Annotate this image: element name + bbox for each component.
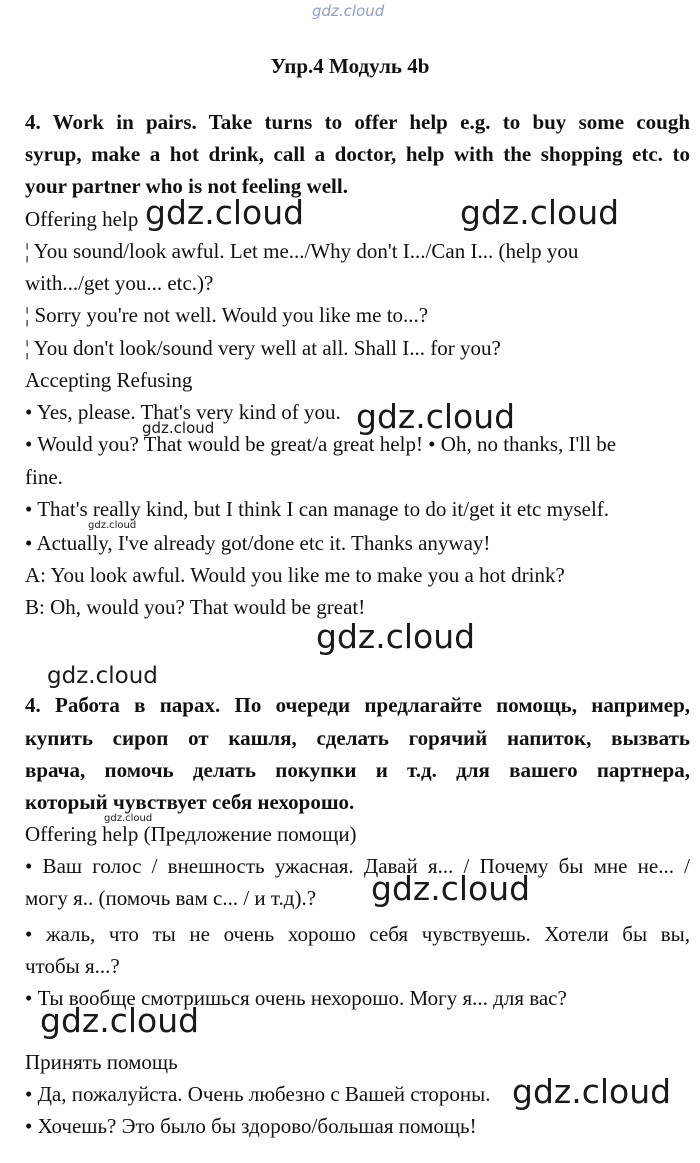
phrase-line: могу я.. (помочь вам с... / и т.д).? — [25, 886, 317, 910]
watermark: gdz.cloud — [145, 193, 305, 232]
section-heading: Offering help (Предложение помощи) — [25, 822, 357, 846]
phrase-line: • Ты вообще смотришься очень нехорошо. Могу я... для вас? — [25, 986, 567, 1010]
phrase-line: • Да, пожалуйста. Очень любезно с Вашей стороны. — [25, 1082, 491, 1106]
phrase-line: • Would you? That would be great/a great help! • Oh, no thanks, I'll be — [25, 432, 617, 456]
watermark: gdz.cloud — [104, 813, 153, 824]
watermark: gdz.cloud — [460, 193, 620, 232]
phrase-line: • That's really kind, but I think I can manage to do it/get it etc myself. — [25, 497, 610, 521]
task-line: 4. Работа в парах. По очереди предлагайте помощь, например, — [25, 693, 690, 717]
watermark: gdz.cloud — [142, 419, 215, 437]
watermark: gdz.cloud — [88, 520, 137, 531]
task-line: купить сироп от кашля, сделать горячий напиток, вызвать — [25, 726, 690, 750]
watermark: gdz.cloud — [47, 663, 158, 689]
phrase-line: • жаль, что ты не очень хорошо себя чувствуешь. Хотели бы вы, — [25, 922, 690, 946]
phrase-line: fine. — [25, 465, 63, 489]
dialog-line: A: You look awful. Would you like me to make you a hot drink? — [25, 563, 565, 587]
watermark: gdz.cloud — [512, 1072, 672, 1111]
watermark-top: gdz.cloud — [312, 2, 385, 20]
phrase-line: • Ваш голос / внешность ужасная. Давай я... / Почему бы мне не... / — [25, 854, 690, 878]
phrase-line: with.../get you... etc.)? — [25, 271, 214, 295]
phrase-line: • Yes, please. That's very kind of you. — [25, 400, 341, 424]
watermark: gdz.cloud — [40, 1001, 200, 1040]
task-line: врача, помочь делать покупки и т.д. для вашего партнера, — [25, 758, 690, 782]
section-heading: Accepting Refusing — [25, 368, 193, 392]
dialog-line: B: Oh, would you? That would be great! — [25, 595, 366, 619]
page-title: Упр.4 Модуль 4b — [270, 54, 430, 78]
watermark: gdz.cloud — [371, 869, 531, 908]
task-line: который чувствует себя нехорошо. — [25, 790, 355, 814]
watermark: gdz.cloud — [356, 397, 516, 436]
phrase-line: ¦ You don't look/sound very well at all. Shall I... for you? — [25, 336, 501, 360]
watermark: gdz.cloud — [316, 617, 476, 656]
section-heading: Offering help — [25, 207, 139, 231]
phrase-line: ¦ Sorry you're not well. Would you like me to...? — [25, 303, 429, 327]
phrase-line: • Actually, I've already got/done etc it. Thanks anyway! — [25, 531, 491, 555]
phrase-line: ¦ You sound/look awful. Let me.../Why don't I.../Can I... (help you — [25, 239, 579, 263]
section-heading: Принять помощь — [25, 1050, 178, 1074]
task-line: your partner who is not feeling well. — [25, 174, 348, 198]
task-line: syrup, make a hot drink, call a doctor, help with the shopping etc. to — [25, 142, 690, 166]
phrase-line: чтобы я...? — [25, 954, 120, 978]
task-line: 4. Work in pairs. Take turns to offer help e.g. to buy some cough — [25, 110, 690, 134]
phrase-line: • Хочешь? Это было бы здорово/большая помощь! — [25, 1114, 477, 1138]
